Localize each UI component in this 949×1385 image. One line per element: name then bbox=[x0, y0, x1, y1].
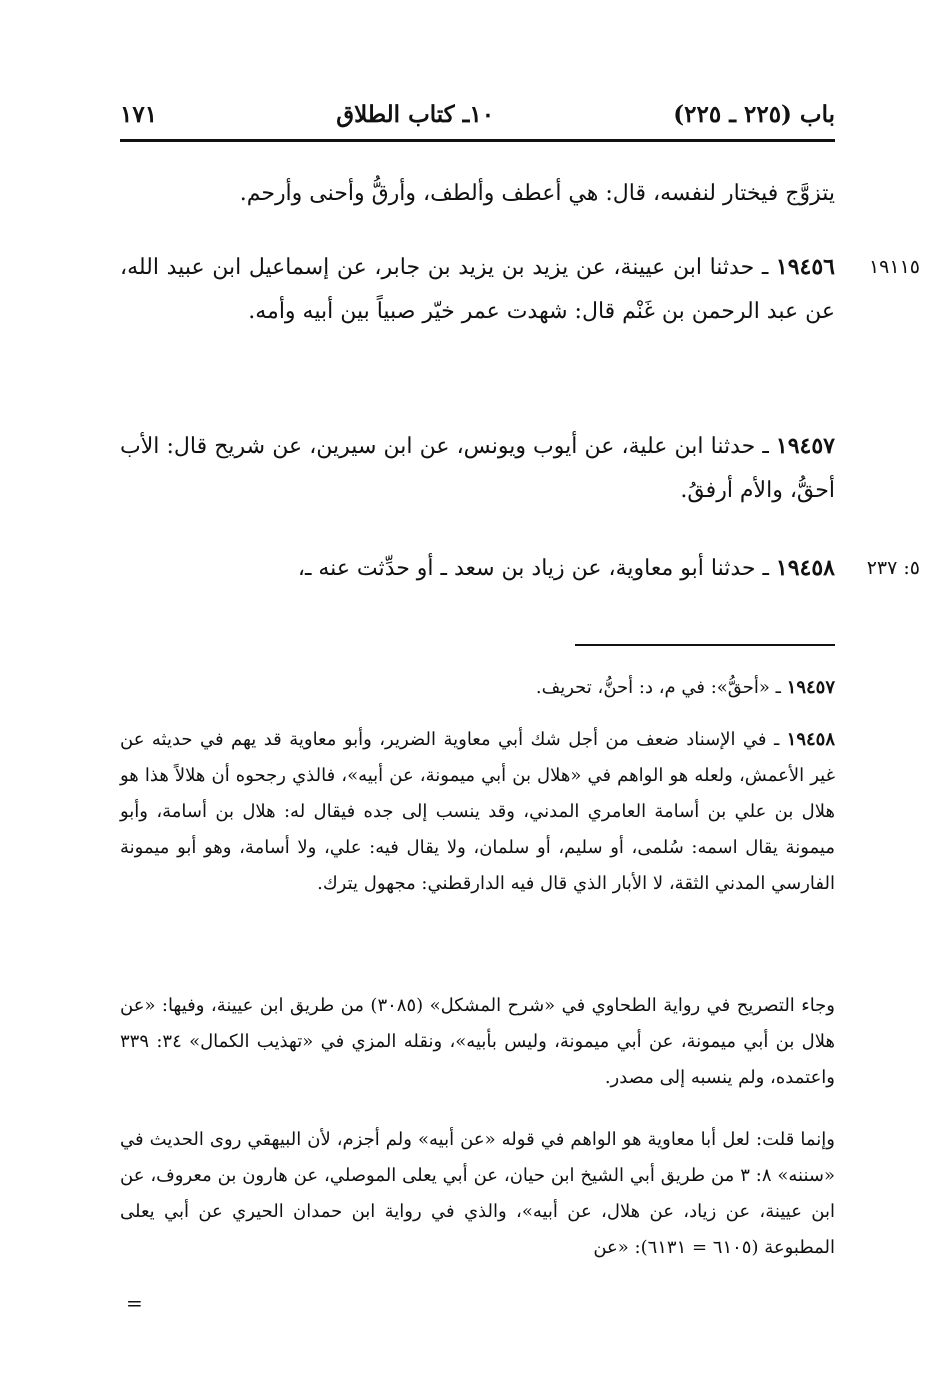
footnote-paragraph-3: وإنما قلت: لعل أبا معاوية هو الواهم في قوله «عن أبيه» ولم أجزم، لأن البيهقي روى الحديث في «سننه» ٨: ٣ من طريق أبي الشيخ ابن حيان، عن أبي يعلى الموصلي، عن هارون بن معروف، عن ابن عيينة، عن زياد، عن هلال، عن أبيه»، والذي في رواية ابن حمدان الحيري عن أبي يعلى المطبوعة (٦١٠٥ = ٦١٣١): «عن bbox=[120, 1129, 836, 1258]
hadith-19456 bbox=[120, 245, 835, 334]
page-header bbox=[120, 92, 835, 136]
footnote-number: ١٩٤٥٨ bbox=[786, 729, 835, 750]
margin-reference-5-237: ٥: ٢٣٧ bbox=[866, 557, 920, 579]
page-number: ١٧١ bbox=[120, 100, 158, 128]
hadith-text: ـ حدثنا ابن علية، عن أيوب ويونس، عن ابن سيرين، عن شريح قال: الأب أحقُّ، والأم أرفقُ. bbox=[120, 434, 835, 503]
header-rule bbox=[120, 139, 835, 142]
book-title: ١٠ـ كتاب الطلاق bbox=[336, 100, 495, 128]
hadith-number: ١٩٤٥٧ bbox=[775, 433, 835, 459]
margin-reference-19115: ١٩١١٥ bbox=[868, 256, 920, 278]
chapter-heading: باب (٢٢٥ ـ ٢٢٥) bbox=[673, 100, 835, 128]
footnote-19458 bbox=[120, 722, 835, 902]
continuation-text: يتزوَّج فيختار لنفسه، قال: هي أعطف وألطف، وأرقُّ وأحنى وأرحم. bbox=[239, 181, 835, 206]
hadith-number: ١٩٤٥٦ bbox=[775, 254, 835, 280]
footnote-number: ١٩٤٥٧ bbox=[786, 677, 835, 698]
footnote-paragraph-2: وجاء التصريح في رواية الطحاوي في «شرح المشكل» (٣٠٨٥) من طريق ابن عيينة، وفيها: «عن هلال بن أبي ميمونة، عن أبي ميمونة، وليس بأبيه»، ونقله المزي في «تهذيب الكمال» ٣٤: ٣٣٩ واعتمده، ولم ينسبه إلى مصدر. bbox=[120, 995, 835, 1088]
footnote-19457 bbox=[120, 670, 835, 706]
continuation-mark: = bbox=[126, 1291, 143, 1315]
footnote-rule bbox=[575, 644, 835, 646]
hadith-number: ١٩٤٥٨ bbox=[775, 555, 835, 581]
hadith-19458 bbox=[120, 546, 835, 591]
footnote-text: ـ «أحقُّ»: في م، د: أحنُّ، تحريف. bbox=[535, 677, 787, 698]
hadith-text: ـ حدثنا ابن عيينة، عن يزيد بن يزيد بن جابر، عن إسماعيل ابن عبيد الله، عن عبد الرحمن بن غَنْم قال: شهدت عمر خيّر صبياً بين أبيه وأمه. bbox=[120, 255, 835, 324]
hadith-19457 bbox=[120, 424, 835, 513]
footnote-text: ـ في الإسناد ضعف من أجل شك أبي معاوية الضرير، وأبو معاوية قد يهم في حديثه عن غير الأعمش، ولعله هو الواهم في «هلال بن أبي ميمونة، عن أبيه»، فالذي رجحوه أن هلالاً هذا هو هلال بن علي بن أسامة العامري المدني، وقد ينسب إلى جده فيقال له: هلال بن أسامة، وأبو ميمونة يقال اسمه: سُلمى، أو سليم، أو سلمان، ولا يقال فيه: علي، ولا أسامة، وهو أبو ميمونة الفارسي المدني الثقة، لا الأبار الذي قال فيه الدارقطني: مجهول يترك. bbox=[120, 729, 835, 894]
hadith-text: ـ حدثنا أبو معاوية، عن زياد بن سعد ـ أو حدِّثت عنه ـ، bbox=[297, 556, 776, 581]
